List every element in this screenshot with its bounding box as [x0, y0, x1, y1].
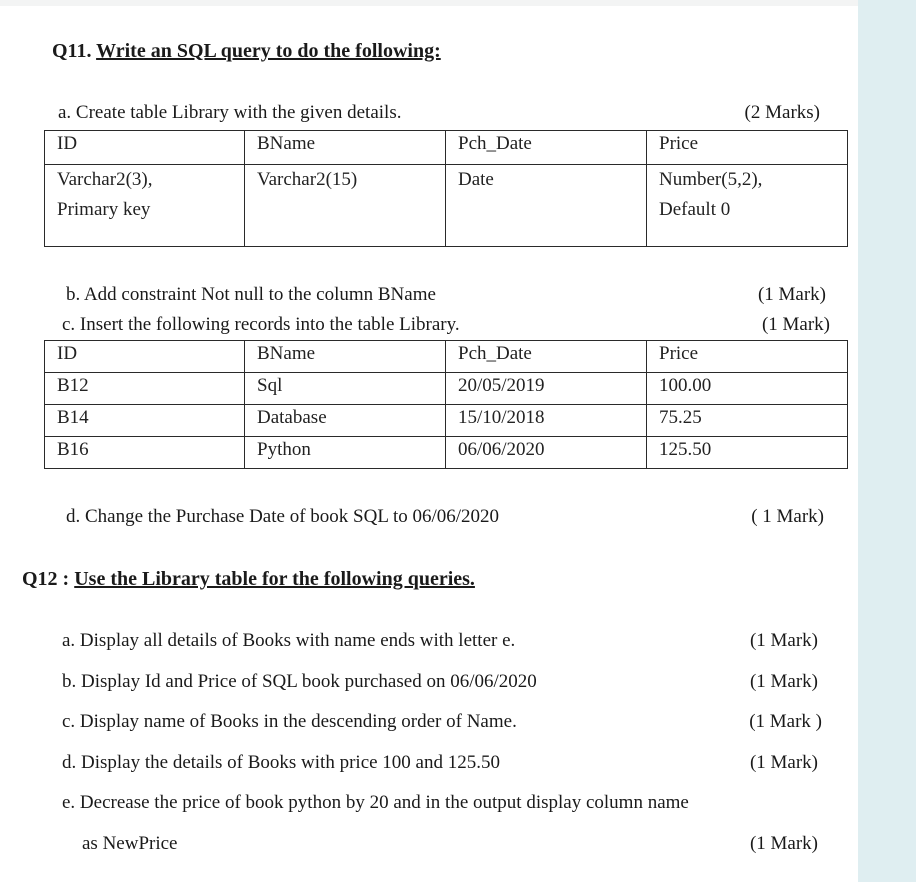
table1-data-row: [45, 165, 848, 247]
q12-item-d: d. Display the details of Books with price 100 and 125.50: [62, 752, 500, 773]
table1-header-cell: ID: [45, 131, 245, 165]
library-records-table: [44, 340, 848, 469]
q12-item-e-line2: as NewPrice: [82, 833, 178, 854]
table1-cell-line: Date: [458, 169, 494, 190]
table1-cell-line: Default 0: [659, 199, 731, 220]
table2-header-cell: Pch_Date: [446, 341, 647, 373]
q12-item-c-marks: (1 Mark ): [749, 711, 822, 732]
table1-header-cell: BName: [245, 131, 446, 165]
table1-cell-line: Number(5,2),: [659, 169, 763, 190]
q11-part-d-marks: ( 1 Mark): [751, 506, 824, 527]
q11-part-a-marks: (2 Marks): [744, 102, 820, 123]
q12-item-b: b. Display Id and Price of SQL book purchased on 06/06/2020: [62, 671, 537, 692]
q11-number: Q11.: [52, 40, 92, 62]
right-side-panel: [858, 0, 916, 882]
table2-header-cell: Price: [647, 341, 848, 373]
table2-header-row: [45, 341, 848, 373]
q12-item-a: a. Display all details of Books with name ends with letter e.: [62, 630, 516, 651]
q11-part-a: a. Create table Library with the given details.: [58, 102, 402, 123]
q11-heading: [52, 40, 441, 62]
q12-heading: [22, 568, 475, 590]
q11-part-c: c. Insert the following records into the table Library.: [62, 314, 460, 335]
table2-cell: 06/06/2020: [446, 437, 647, 469]
q12-item-e-line1: e. Decrease the price of book python by 20 and in the output display column name: [62, 792, 689, 813]
q12-item-b-marks: (1 Mark): [749, 671, 818, 692]
table1-cell-bname: [245, 165, 446, 247]
table1-header-cell: Price: [647, 131, 848, 165]
library-structure-table: [44, 130, 848, 247]
q12-item-d-marks: (1 Mark): [749, 752, 818, 773]
q12-item-a-marks: (1 Mark): [749, 630, 818, 651]
table2-header-cell: ID: [45, 341, 245, 373]
table1-header-cell: Pch_Date: [446, 131, 647, 165]
table1-cell-line: Varchar2(15): [257, 169, 358, 190]
table2-cell: Python: [245, 437, 446, 469]
table1-cell-date: [446, 165, 647, 247]
table2-header-cell: BName: [245, 341, 446, 373]
table2-cell: B16: [45, 437, 245, 469]
table2-cell: B14: [45, 405, 245, 437]
table1-cell-line: Primary key: [57, 199, 151, 220]
table2-row: [45, 405, 848, 437]
table2-cell: 15/10/2018: [446, 405, 647, 437]
q11-part-c-marks: (1 Mark): [761, 314, 830, 335]
table2-cell: 100.00: [647, 373, 848, 405]
table2-cell: B12: [45, 373, 245, 405]
table2-cell: 20/05/2019: [446, 373, 647, 405]
q12-item-e-marks: (1 Mark): [749, 833, 818, 854]
q11-title: Write an SQL query to do the following:: [96, 40, 441, 62]
table2-cell: 75.25: [647, 405, 848, 437]
table1-cell-line: Varchar2(3),: [57, 169, 153, 190]
table2-cell: Sql: [245, 373, 446, 405]
q12-item-c: c. Display name of Books in the descending order of Name.: [62, 711, 517, 732]
table2-row: [45, 373, 848, 405]
q11-part-b-marks: (1 Mark): [757, 284, 826, 305]
q12-title: Use the Library table for the following queries.: [74, 568, 475, 590]
q12-number: Q12 :: [22, 568, 70, 590]
table1-cell-id: [45, 165, 245, 247]
table2-cell: Database: [245, 405, 446, 437]
table2-row: [45, 437, 848, 469]
q11-part-b: b. Add constraint Not null to the column BName: [66, 284, 436, 305]
table2-cell: 125.50: [647, 437, 848, 469]
table1-header-row: [45, 131, 848, 165]
q11-part-d: d. Change the Purchase Date of book SQL to 06/06/2020: [66, 506, 500, 527]
table1-cell-price: [647, 165, 848, 247]
